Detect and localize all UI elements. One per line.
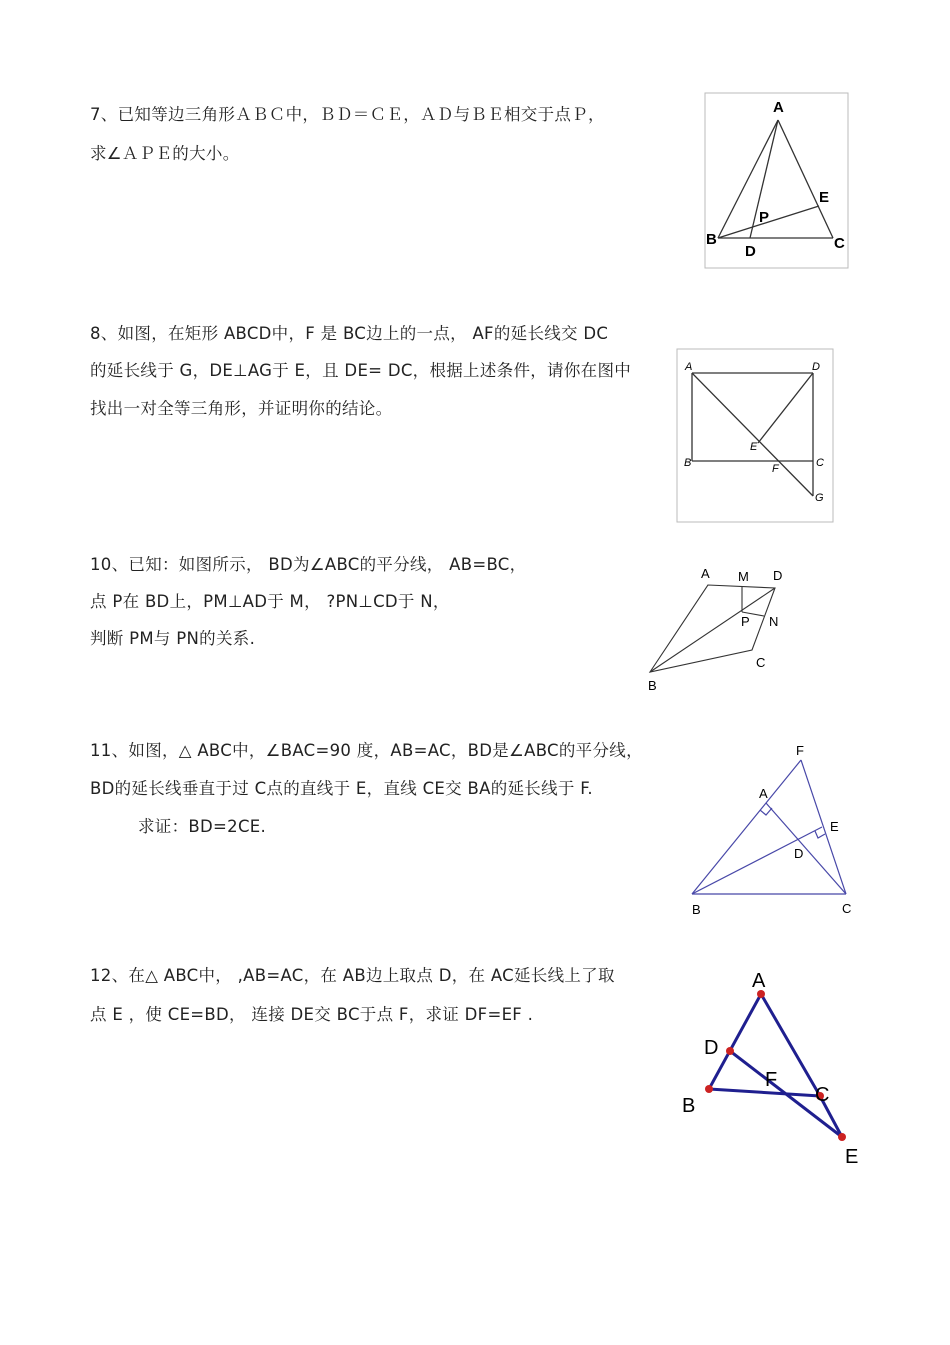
fig8-label-C: C <box>816 457 824 469</box>
problem-8-line-1: 8、如图，在矩形 ABCD中，F 是 BC边上的一点， AF的延长线交 DC <box>90 324 609 343</box>
fig12-label-F: F <box>765 1069 778 1091</box>
problem-11-line-3: 求证：BD=2CE. <box>138 817 267 836</box>
fig12-label-B: B <box>682 1095 696 1117</box>
problem-7-line-1: 7、已知等边三角形ＡＢＣ中，ＢＤ＝ＣＥ，ＡＤ与ＢＥ相交于点Ｐ， <box>90 105 605 124</box>
fig10-label-B: B <box>648 678 657 693</box>
fig11-label-C: C <box>842 901 852 916</box>
fig8-label-B: B <box>684 457 692 469</box>
problem-12-line-1: 12、在△ ABC中， ,AB=AC，在 AB边上取点 D，在 AC延长线上了取 <box>90 966 615 985</box>
fig7-label-P: P <box>759 209 770 226</box>
figure-8-rectangle <box>676 348 834 524</box>
problem-8-line-3: 找出一对全等三角形，并证明你的结论。 <box>90 399 393 418</box>
fig8-label-F: F <box>772 463 779 475</box>
fig8-label-G: G <box>815 492 824 504</box>
fig10-label-A: A <box>701 566 710 581</box>
problem-10-line-1: 10、已知：如图所示， BD为∠ABC的平分线， AB=BC， <box>90 555 527 574</box>
fig10-label-M: M <box>738 569 749 584</box>
problem-11-line-1: 11、如图，△ ABC中，∠BAC=90 度，AB=AC，BD是∠ABC的平分线， <box>90 741 643 760</box>
figure-7-triangle <box>704 92 850 270</box>
fig11-label-A: A <box>759 786 768 801</box>
fig12-label-D: D <box>704 1037 719 1059</box>
problem-8-line-2: 的延长线于 G，DE⊥AG于 E，且 DE= DC，根据上述条件，请你在图中 <box>90 361 632 380</box>
fig11-label-E: E <box>830 819 839 834</box>
fig7-label-C: C <box>834 235 845 252</box>
fig12-label-E: E <box>845 1146 859 1168</box>
fig12-label-C: C <box>815 1084 830 1106</box>
problem-12-line-2: 点 E ，使 CE=BD， 连接 DE交 BC于点 F，求证 DF=EF . <box>90 1005 534 1024</box>
problem-7-line-2: 求∠ＡＰＥ的大小。 <box>90 144 240 163</box>
fig7-label-B: B <box>706 231 717 248</box>
problem-10-line-2: 点 P在 BD上，PM⊥AD于 M， ?PN⊥CD于 N， <box>90 592 450 611</box>
problem-10-line-3: 判断 PM与 PN的关系. <box>90 629 256 648</box>
fig7-label-E: E <box>819 189 830 206</box>
fig12-label-A: A <box>752 970 766 992</box>
fig8-label-E: E <box>750 441 758 453</box>
fig8-label-D: D <box>812 361 820 373</box>
fig7-label-A: A <box>773 99 784 116</box>
fig10-label-N: N <box>769 614 779 629</box>
problem-11-line-2: BD的延长线垂直于过 C点的直线于 E，直线 CE交 BA的延长线于 F. <box>90 779 593 798</box>
figure-10-quadrilateral <box>640 560 800 695</box>
fig10-label-D: D <box>773 568 783 583</box>
fig8-label-A: A <box>685 361 693 373</box>
fig10-label-C: C <box>756 655 766 670</box>
fig10-label-P: P <box>741 614 750 629</box>
fig11-label-F: F <box>796 743 804 758</box>
fig7-label-D: D <box>745 243 756 260</box>
figure-12-triangle <box>672 962 870 1172</box>
fig11-label-B: B <box>692 902 701 917</box>
fig11-label-D: D <box>794 846 804 861</box>
figure-11-triangle <box>680 738 850 920</box>
